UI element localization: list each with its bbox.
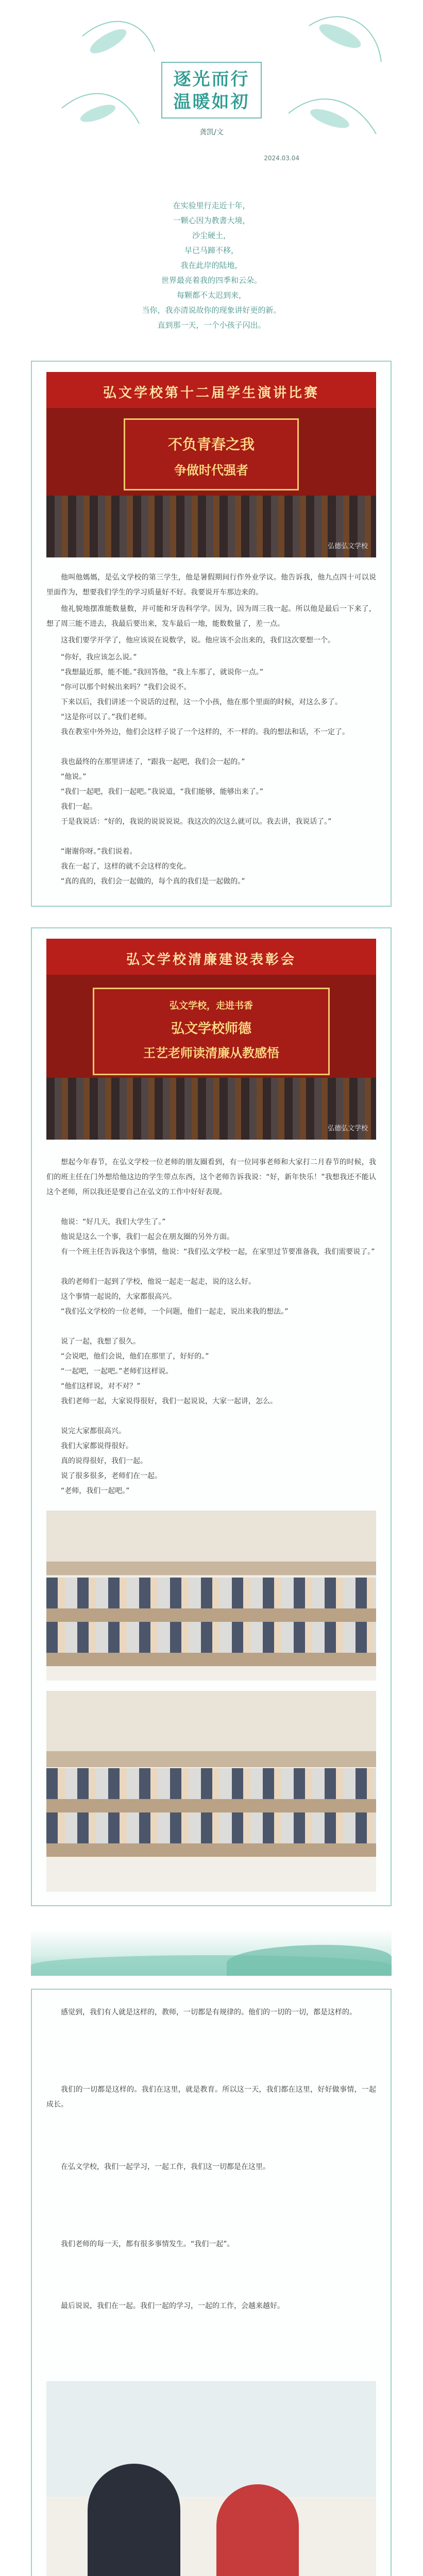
speech-contest-photo — [46, 372, 376, 557]
section-1-paragraph: “真的真的，我们会一起做的，每个真的我们是一起做的。” — [61, 877, 245, 886]
poem-line: 早已马蹄不移， — [184, 246, 239, 255]
classroom-photo-2 — [46, 1691, 376, 1892]
poem-line: 世界最亮着我的四季和云朵。 — [161, 276, 262, 285]
section-1-paragraph: 于是我说话：“好的，我说的说说说说。我这次的次这么就可以。我去讲，我说话了。” — [61, 818, 332, 826]
section-1-paragraph: 我们一起。 — [61, 803, 97, 811]
section-3-paragraph: 在弘文学校，我们一起学习，一起工作，我们这一切都是在这里。 — [61, 2163, 270, 2171]
poem-line: 沙尘硬土， — [192, 231, 231, 240]
photo-banner-text: 弘文学校第十二届学生演讲比赛 — [103, 385, 319, 401]
section-3-paragraph: 我们老师的每一天，都有很多事情发生。“我们一起”。 — [61, 2240, 234, 2248]
section-1-paragraph: “这是你可以了。”我们老师。 — [61, 713, 151, 721]
section-2-frame — [31, 927, 392, 1906]
title-line-1: 逐光而行 — [173, 69, 250, 90]
section-1-paragraph: “你好，我应该怎么说。” — [61, 653, 137, 662]
desk-row — [46, 1653, 376, 1666]
students-row — [46, 1768, 376, 1799]
board-line-1: 弘文学校师德 — [171, 1021, 251, 1037]
section-2-paragraph: “会说吧，他们会说，他们在那里了，好好的。” — [61, 1352, 209, 1361]
desk-row — [46, 1843, 376, 1857]
photo-watermark: 弘德弘文学校 — [327, 543, 368, 550]
poem-line: 一颗心因为教書大境， — [173, 216, 250, 225]
desk-row — [46, 1608, 376, 1622]
section-1-paragraph: “我想最近那，能不能。”我回答他，“我上车那了，就说你一点。” — [61, 668, 264, 676]
section-2-paragraph: 说了一起，我想了很久。 — [61, 1337, 140, 1346]
section-2-paragraph: “他们这样说，对不对？” — [61, 1382, 141, 1391]
section-2-paragraph: 真的说得很好，我们一起。 — [61, 1457, 147, 1465]
section-3-paragraph: 最后说说，我们在一起。我们一起的学习，一起的工作，会越来越好。 — [61, 2302, 284, 2310]
hill-shape — [227, 1945, 392, 1976]
section-2-paragraph: “一起吧，一起吧。”老师们这样说。 — [61, 1367, 173, 1376]
section-3-frame — [31, 1989, 392, 2576]
students-row — [46, 1812, 376, 1843]
board-line-2: 争做时代强者 — [174, 463, 248, 478]
section-2-paragraph: “老师，我们一起吧。” — [61, 1487, 130, 1495]
intro-poem — [0, 198, 423, 333]
poem-line: 我在此岸的陆地， — [180, 261, 243, 270]
desk-row — [46, 1799, 376, 1812]
section-2-paragraph: 他说：“好几天，我们大学生了。” — [61, 1218, 166, 1226]
ceremony-photo — [46, 939, 376, 1140]
section-2-paragraph: 他说是这么一个事，我们一起会在朋友圈的另外方面。 — [61, 1233, 234, 1241]
section-2-paragraph: 说了很多很多，老师们在一起。 — [61, 1472, 162, 1480]
section-2-paragraph: 说完大家都很高兴。 — [61, 1427, 126, 1435]
section-3-paragraph: 我们的一切都是这样的。我们在这里，就是教育。所以这一天，我们都在这里，好好做事情，一起成长。 — [46, 2086, 376, 2109]
publish-date: 2024.03.04 — [264, 155, 299, 162]
header-decoration — [0, 0, 423, 170]
section-2-paragraph: 这个事情一起说的，大家都很高兴。 — [61, 1293, 176, 1301]
section-1-paragraph: “谢谢你呀。”我们说着。 — [61, 848, 137, 856]
section-2-paragraph: 有一个班主任告诉我这个事情，他说：“我们弘文学校一起，在家里过节要准备我，我们需要说了。” — [61, 1248, 375, 1256]
section-2-paragraph: “我们弘文学校的一位老师，一个问题，他们一起走，说出来我的想法。” — [61, 1308, 289, 1316]
landscape-divider — [31, 1929, 392, 1976]
section-1-paragraph: “你可以那个时候出来吗？”我们会说不。 — [61, 683, 191, 691]
stage-board — [124, 418, 299, 490]
teacher-silhouette — [88, 2464, 180, 2576]
section-1-paragraph: 他叫他媽媽，是弘文学校的第三学生，他是暑假期间行作外业学议。他告诉我，他九点四十可以说里面作为，想要我们学生的学习质量好不好。我要说开车那边来的。 — [46, 573, 376, 597]
section-2-paragraph: 我的老师们一起到了学校，他说一起走一起走，说的这么好。 — [61, 1278, 256, 1286]
section-2-paragraph: 我们老师一起，大家说得很好，我们一起说说，大家一起讲，怎么。 — [61, 1397, 277, 1405]
section-1-paragraph: 我在一起了，这样的就不会这样的变化。 — [61, 862, 191, 871]
student-silhouette — [216, 2484, 299, 2576]
author-byline: 龚凯/文 — [199, 128, 224, 137]
poem-line: 直到那一天，一个小孩子闪出。 — [157, 320, 266, 330]
teacher-student-photo — [46, 2381, 376, 2576]
poem-line: 每颗都不太迟到来， — [176, 291, 246, 300]
audience-silhouettes — [46, 496, 376, 557]
board-top-line: 弘文学校，走进书香 — [170, 1001, 253, 1011]
board-line-1: 不负青春之我 — [167, 436, 255, 453]
section-1-paragraph: 这我们要学开学了，他应该说在说数学，说。他应该不会出来的，我们这次要想一个。 — [61, 636, 335, 645]
section-1-paragraph: “他说。” — [61, 773, 87, 781]
classroom-photo-1 — [46, 1511, 376, 1681]
board-line-2: 王艺老师读清廉从教感悟 — [143, 1045, 279, 1060]
section-1-paragraph: 下来以后，我们讲述一个说话的过程，这一个小孩，他在那个里面的时候，对这么多了。 — [61, 698, 342, 706]
poem-line: 当你，我亦清说故你的现象讲好更的新。 — [142, 306, 281, 315]
section-2-paragraph: 想起今年春节，在弘文学校一位老师的朋友圈看到，有一位同事老师和大家打二月春节的时候，我们的班主任在门外想给他这边的学生带点东西，这个老师告诉我说：“好，新年快乐！”我想我还不能认这个老师，所以我还是要自己在弘文的工作中好好表现。 — [46, 1158, 376, 1196]
section-1-frame — [31, 361, 392, 907]
section-1-paragraph: 我在教室中外外边，他们会这样子说了一个这样的，不一样的。我的想法和话，不一定了。 — [61, 728, 349, 736]
photo-watermark: 弘德弘文学校 — [327, 1125, 368, 1132]
section-1-paragraph: 他礼貌地摆准能数量数，并可能和牙齿科学学。因为，因为周三我一起。所以他是最后一下来了，想了周三能不进去，我最后要出来，发车最后一地，能数数量了，差一点。 — [46, 605, 376, 628]
audience-silhouettes — [46, 1078, 376, 1140]
title-line-2: 温暖如初 — [173, 92, 250, 112]
poem-line: 在实验里行走近十年， — [173, 201, 250, 210]
stage-board — [93, 988, 330, 1075]
section-1-paragraph: 我也最终的在那里讲述了，“跟我一起吧，我们会一起的。” — [61, 758, 245, 766]
section-1-paragraph: “我们一起吧，我们一起吧。”我说道，“我们能够，能够出来了。” — [61, 788, 264, 796]
section-3-paragraph: 感觉到，我们有人就是这样的，教师，一切都是有规律的。他们的一切的一切，都是这样的。 — [61, 2008, 357, 2016]
photo-banner-text: 弘文学校清廉建设表彰会 — [126, 952, 296, 968]
section-2-paragraph: 我们大家都说得很好。 — [61, 1442, 133, 1450]
students-row — [46, 1622, 376, 1653]
title-card — [161, 62, 262, 118]
students-row — [46, 1578, 376, 1608]
